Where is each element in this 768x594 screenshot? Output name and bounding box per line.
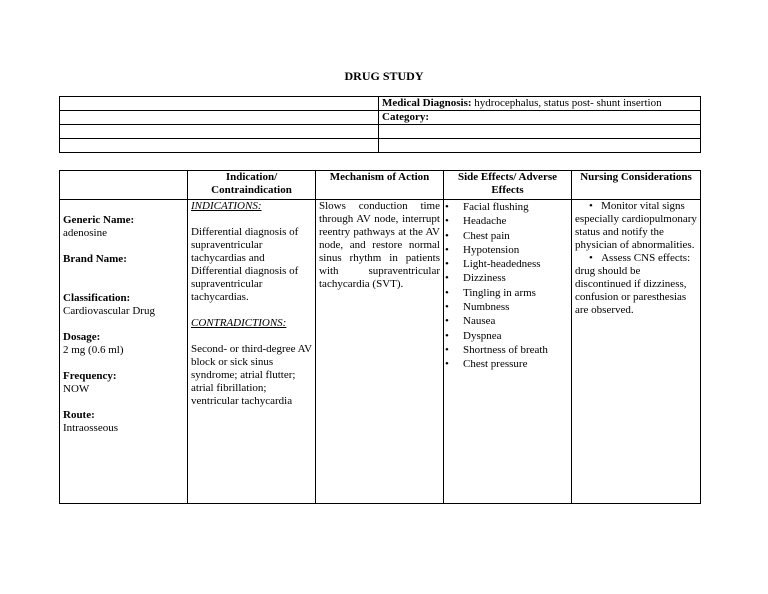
table-row [60, 125, 701, 139]
mechanism-cell [316, 200, 444, 504]
patient-info-table [59, 96, 701, 153]
list-item: • Chest pressure [447, 357, 568, 371]
category-label: Category: [382, 111, 430, 123]
blank-cell [60, 97, 379, 111]
mechanism-text: Slows conduction time through AV node, interrupt reentry pathways at the AV node, and restore normal sinus rhythm in patients with supraventricular tachycardia (SVT). [319, 200, 440, 290]
blank-cell [60, 111, 379, 125]
medical-diagnosis-value: hydrocephalus, status post- shunt insertion [471, 97, 662, 109]
bullet-icon: • [589, 252, 602, 264]
table-header-row [60, 171, 701, 200]
blank-cell [379, 139, 701, 153]
table-row [60, 111, 701, 125]
header-indication: Indication/ Contraindication [188, 171, 316, 200]
route-value: Intraosseous [63, 422, 118, 434]
blank-cell [60, 125, 379, 139]
dosage-value: 2 mg (0.6 ml) [63, 344, 124, 356]
medical-diagnosis-cell [379, 97, 701, 111]
header-nursing: Nursing Considerations [572, 171, 701, 200]
list-item: • Light-headedness [447, 257, 568, 271]
side-effects-list [447, 200, 568, 372]
list-item: • Tingling in arms [447, 286, 568, 300]
list-item: • Shortness of breath [447, 343, 568, 357]
side-effects-cell [444, 200, 572, 504]
indication-cell [188, 200, 316, 504]
table-row [60, 139, 701, 153]
route-label: Route: [63, 409, 95, 421]
contraindications-text: Second- or third-degree AV block or sick sinus syndrome; atrial flutter; atrial fibrillation; ventricular tachycardia [191, 343, 312, 407]
list-item: • Chest pain [447, 229, 568, 243]
nursing-item: • Monitor vital signs especially cardiopulmonary status and notify the physician of abnormalities. [575, 200, 697, 251]
bullet-icon: • [589, 200, 602, 212]
table-row [60, 97, 701, 111]
blank-cell [379, 125, 701, 139]
list-item: • Facial flushing [447, 200, 568, 214]
list-item: • Dizziness [447, 271, 568, 285]
nursing-cell [572, 200, 701, 504]
blank-cell [60, 139, 379, 153]
table-row [60, 200, 701, 504]
dosage-label: Dosage: [63, 331, 101, 343]
category-cell [379, 111, 701, 125]
list-item: • Headache [447, 214, 568, 228]
generic-name-value: adenosine [63, 227, 107, 239]
medical-diagnosis-label: Medical Diagnosis: [382, 97, 472, 109]
generic-name-label: Generic Name: [63, 214, 135, 226]
header-side-effects: Side Effects/ Adverse Effects [444, 171, 572, 200]
header-mechanism: Mechanism of Action [316, 171, 444, 200]
list-item: • Nausea [447, 314, 568, 328]
list-item: • Dyspnea [447, 329, 568, 343]
drug-info-cell [60, 200, 188, 504]
list-item: • Hypotension [447, 243, 568, 257]
indications-heading: INDICATIONS: [191, 200, 262, 212]
frequency-value: NOW [63, 383, 90, 395]
list-item: • Numbness [447, 300, 568, 314]
drug-study-table [59, 170, 701, 504]
nursing-item: • Assess CNS effects: drug should be discontinued if dizziness, confusion or paresthesias are observed. [575, 252, 691, 316]
classification-value: Cardiovascular Drug [63, 305, 155, 317]
classification-label: Classification: [63, 292, 131, 304]
frequency-label: Frequency: [63, 370, 117, 382]
indications-text: Differential diagnosis of supraventricular tachycardias and Differential diagnosis of supraventricular tachycardias. [191, 226, 299, 303]
contraindications-heading: CONTRADICTIONS: [191, 317, 287, 329]
header-blank [60, 171, 188, 200]
brand-name-label: Brand Name: [63, 253, 127, 265]
document-title: DRUG STUDY [344, 69, 424, 83]
